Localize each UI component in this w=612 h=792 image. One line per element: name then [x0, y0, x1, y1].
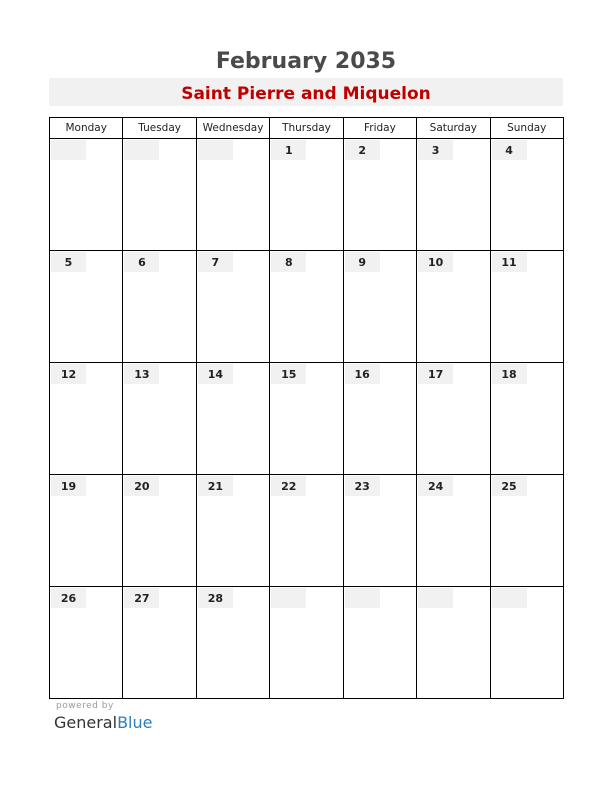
weekday-tuesday: Tuesday: [123, 118, 196, 139]
day-number: 25: [492, 476, 527, 496]
day-number: [271, 588, 306, 608]
day-number: 20: [124, 476, 159, 496]
brand-blue: Blue: [117, 713, 153, 732]
day-number: 6: [124, 252, 159, 272]
day-number: 13: [124, 364, 159, 384]
day-cell: [50, 251, 123, 363]
day-number: 23: [345, 476, 380, 496]
day-number: 22: [271, 476, 306, 496]
day-number: [198, 140, 233, 160]
day-cell: [196, 587, 269, 699]
day-number: 26: [51, 588, 86, 608]
day-cell: [490, 475, 563, 587]
day-number: 28: [198, 588, 233, 608]
calendar-grid: [49, 117, 564, 699]
weekday-header-row: [50, 118, 564, 139]
day-number: 17: [418, 364, 453, 384]
weekday-sunday: Sunday: [490, 118, 563, 139]
day-cell: [270, 251, 343, 363]
day-number: 2: [345, 140, 380, 160]
day-cell: [343, 475, 416, 587]
day-number: [492, 588, 527, 608]
day-cell: [417, 139, 490, 251]
day-cell: [123, 363, 196, 475]
day-number: 1: [271, 140, 306, 160]
country-banner: [49, 78, 563, 106]
day-cell: [417, 251, 490, 363]
day-cell: [490, 587, 563, 699]
day-number: [418, 588, 453, 608]
day-cell: [270, 587, 343, 699]
day-number: 9: [345, 252, 380, 272]
week-row: [50, 475, 564, 587]
day-cell: [490, 363, 563, 475]
week-row: [50, 139, 564, 251]
weekday-wednesday: Wednesday: [196, 118, 269, 139]
day-number: 16: [345, 364, 380, 384]
day-cell: [123, 587, 196, 699]
day-number: 18: [492, 364, 527, 384]
day-number: 14: [198, 364, 233, 384]
day-number: 5: [51, 252, 86, 272]
day-cell: [417, 587, 490, 699]
weekday-saturday: Saturday: [417, 118, 490, 139]
day-number: 19: [51, 476, 86, 496]
day-number: 4: [492, 140, 527, 160]
day-cell: [196, 475, 269, 587]
day-number: 27: [124, 588, 159, 608]
day-cell: [343, 139, 416, 251]
day-number: 24: [418, 476, 453, 496]
day-cell: [490, 139, 563, 251]
brand-general: General: [54, 713, 118, 732]
day-cell: [50, 475, 123, 587]
weekday-thursday: Thursday: [270, 118, 343, 139]
day-cell: [343, 251, 416, 363]
day-cell: [50, 139, 123, 251]
day-cell: [196, 251, 269, 363]
weekday-friday: Friday: [343, 118, 416, 139]
powered-by-label: powered by: [56, 701, 114, 711]
day-cell: [343, 363, 416, 475]
day-cell: [196, 139, 269, 251]
week-row: [50, 251, 564, 363]
week-row: [50, 587, 564, 699]
day-number: 7: [198, 252, 233, 272]
country-name: Saint Pierre and Miquelon: [181, 84, 431, 104]
day-number: [124, 140, 159, 160]
day-cell: [417, 475, 490, 587]
day-cell: [50, 587, 123, 699]
day-cell: [123, 475, 196, 587]
day-cell: [50, 363, 123, 475]
day-number: [51, 140, 86, 160]
calendar-title: February 2035: [215, 49, 397, 74]
day-cell: [343, 587, 416, 699]
generalblue-logo: [54, 713, 152, 733]
day-number: 11: [492, 252, 527, 272]
week-row: [50, 363, 564, 475]
day-number: 21: [198, 476, 233, 496]
day-number: 12: [51, 364, 86, 384]
day-cell: [196, 363, 269, 475]
day-cell: [417, 363, 490, 475]
day-cell: [123, 139, 196, 251]
day-cell: [490, 251, 563, 363]
day-number: [345, 588, 380, 608]
day-number: 3: [418, 140, 453, 160]
day-cell: [123, 251, 196, 363]
day-number: 15: [271, 364, 306, 384]
weekday-monday: Monday: [50, 118, 123, 139]
day-cell: [270, 139, 343, 251]
day-cell: [270, 475, 343, 587]
day-number: 10: [418, 252, 453, 272]
day-number: 8: [271, 252, 306, 272]
day-cell: [270, 363, 343, 475]
